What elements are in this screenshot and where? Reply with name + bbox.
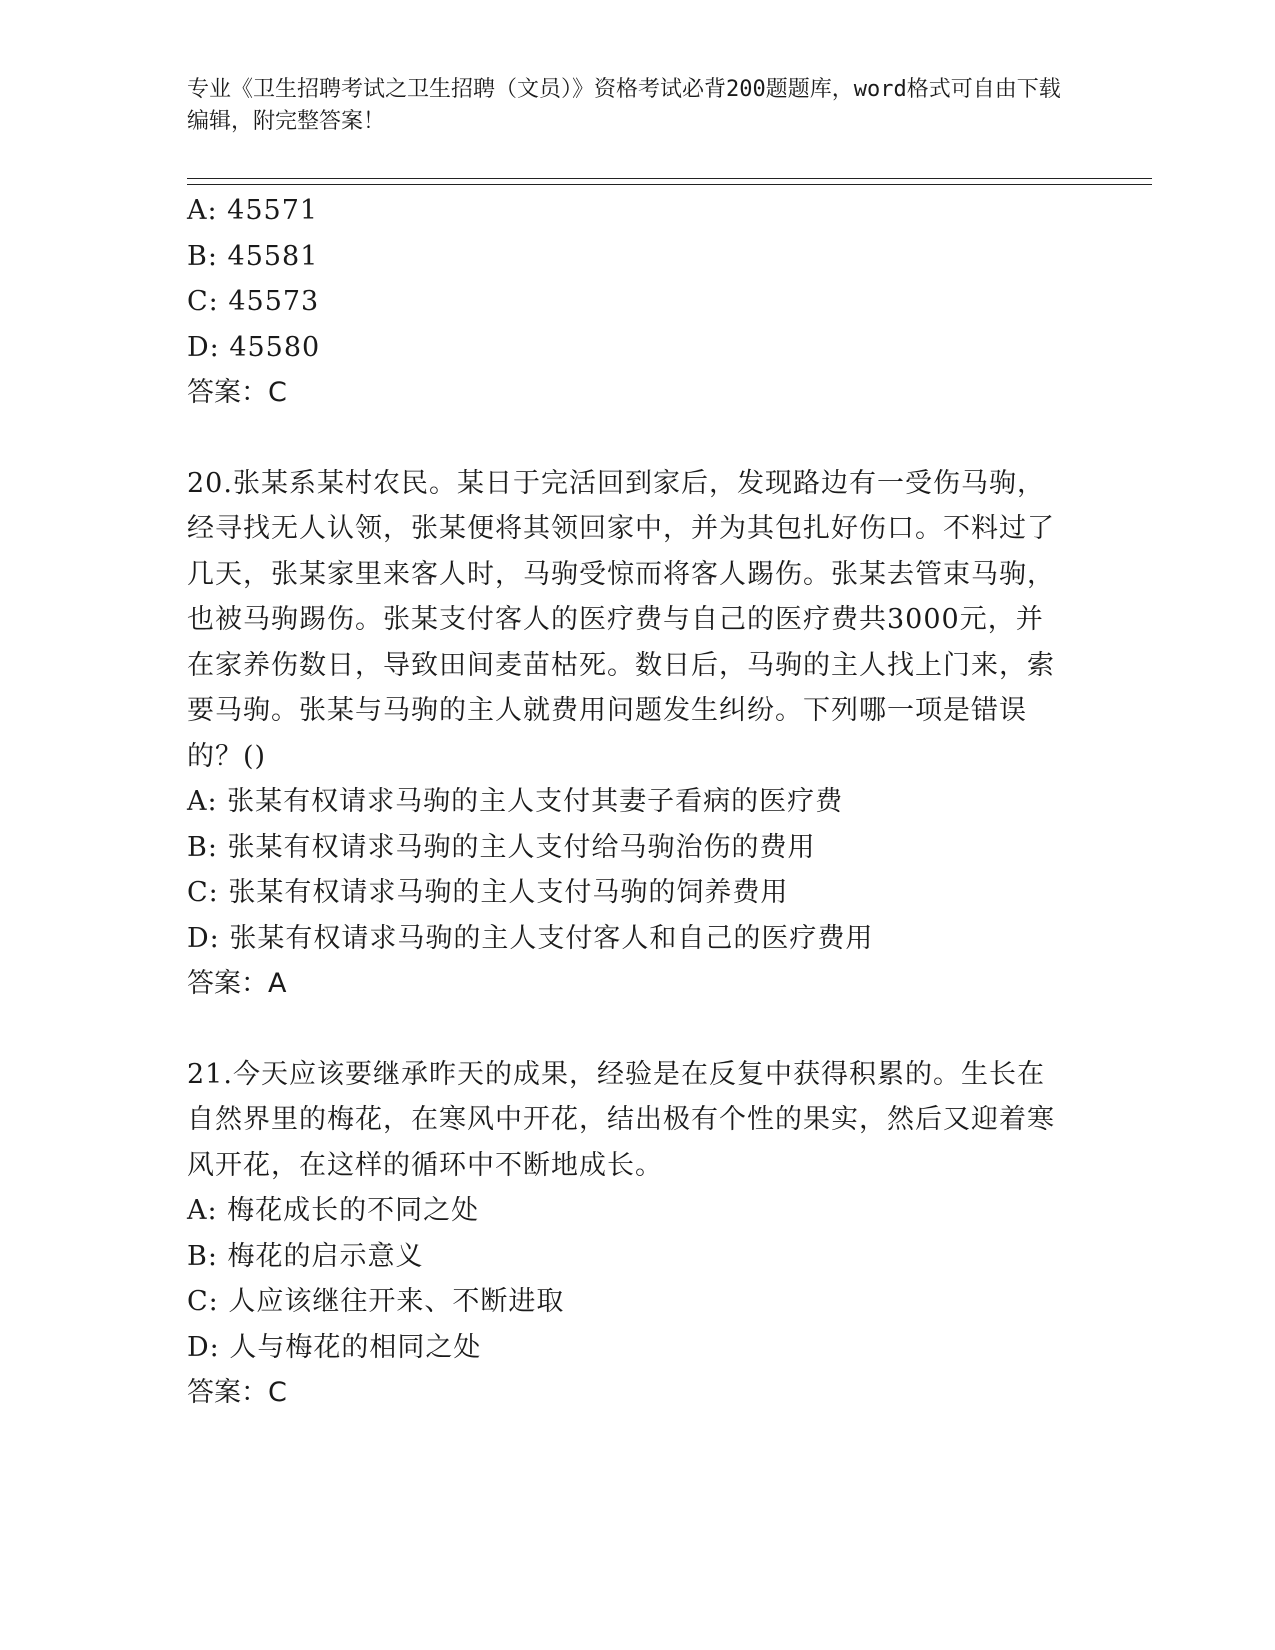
answer-line: 答案：C xyxy=(187,377,287,408)
option-a: A: 45571 xyxy=(187,195,319,226)
answer-line: 答案：A xyxy=(187,968,287,999)
question-20 xyxy=(187,461,1067,1007)
document-content xyxy=(187,188,1067,1416)
question-19-tail xyxy=(187,188,1067,416)
question-21 xyxy=(187,1052,1067,1416)
option-a: A: 梅花成长的不同之处 xyxy=(187,1195,480,1226)
option-d: D: 人与梅花的相同之处 xyxy=(187,1331,482,1363)
option-d: D: 45580 xyxy=(187,331,321,363)
header-divider xyxy=(187,178,1152,185)
option-a: A: 张某有权请求马驹的主人支付其妻子看病的医疗费 xyxy=(187,786,844,817)
document-header-title: 专业《卫生招聘考试之卫生招聘（文员）》资格考试必背200题题库，word格式可自由下载编辑，附完整答案！ xyxy=(187,77,1061,134)
option-c: C: 45573 xyxy=(187,286,320,317)
option-b: B: 45581 xyxy=(187,240,319,272)
option-b: B: 梅花的启示意义 xyxy=(187,1240,424,1272)
option-b: B: 张某有权请求马驹的主人支付给马驹治伤的费用 xyxy=(187,831,816,863)
question-stem: 20.张某系某村农民。某日于完活回到家后，发现路边有一受伤马驹，经寻找无人认领，张某便将其领回家中，并为其包扎好伤口。不料过了几天，张某家里来客人时，马驹受惊而将客人踢伤。张某去管束马驹，也被马驹踢伤。张某支付客人的医疗费与自己的医疗费共3000元，并在家养伤数日，导致田间麦苗枯死。数日后，马驹的主人找上门来，索要马驹。张某与马驹的主人就费用问题发生纠纷。下列哪一项是错误的？() xyxy=(187,467,1055,772)
question-stem: 21.今天应该要继承昨天的成果，经验是在反复中获得积累的。生长在自然界里的梅花，在寒风中开花，结出极有个性的果实，然后又迎着寒风开花，在这样的循环中不断地成长。 xyxy=(187,1058,1055,1181)
option-c: C: 张某有权请求马驹的主人支付马驹的饲养费用 xyxy=(187,877,789,908)
answer-line: 答案：C xyxy=(187,1377,287,1408)
option-d: D: 张某有权请求马驹的主人支付客人和自己的医疗费用 xyxy=(187,922,874,954)
option-c: C: 人应该继往开来、不断进取 xyxy=(187,1286,565,1317)
